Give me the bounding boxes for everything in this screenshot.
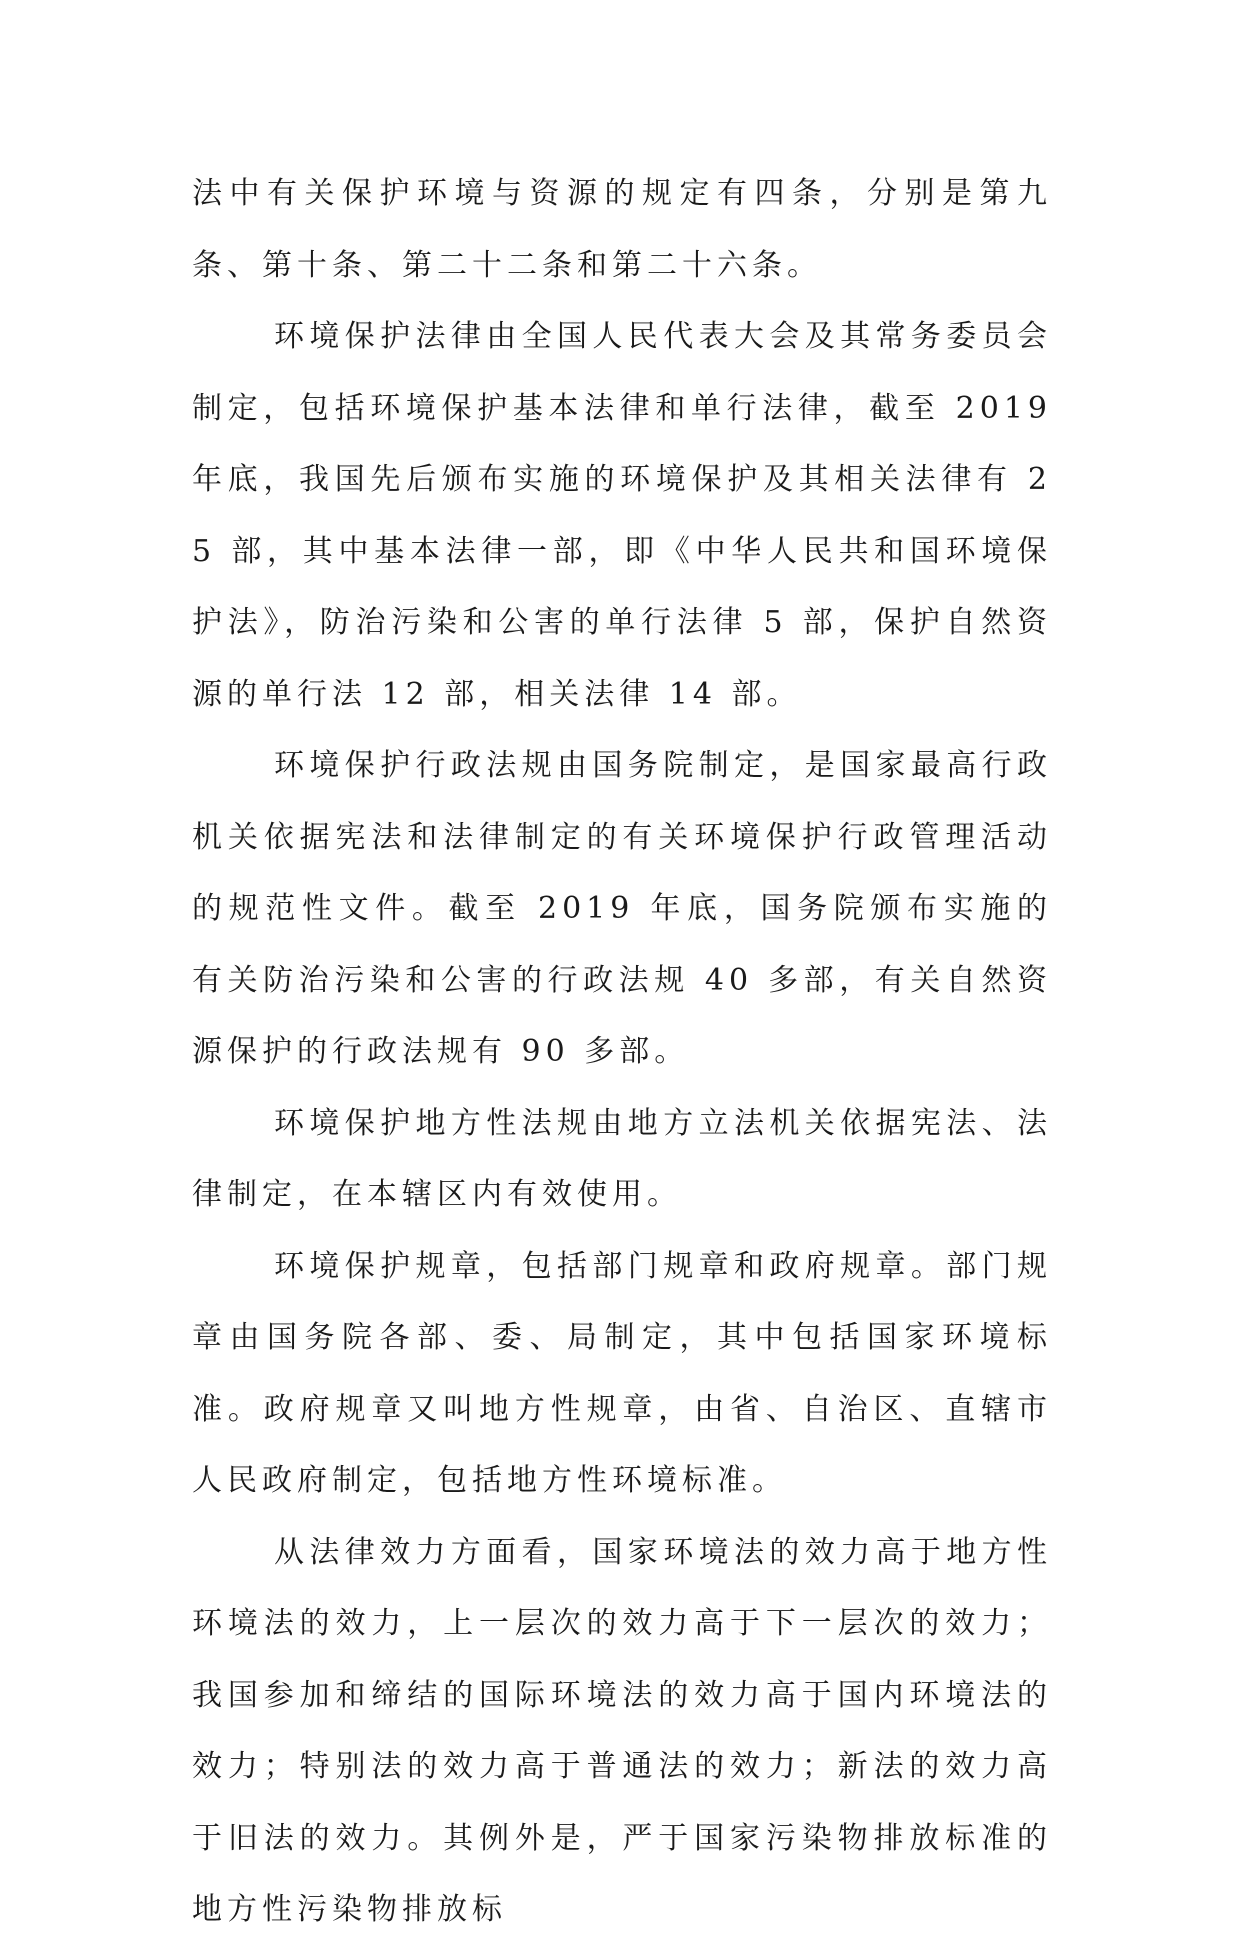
document-body: [192, 158, 1052, 1946]
paragraph-continuation: 法中有关保护环境与资源的规定有四条，分别是第九条、第十条、第二十二条和第二十六条。: [192, 176, 1052, 283]
paragraph-rules: 环境保护规章，包括部门规章和政府规章。部门规章由国务院各部、委、局制定，其中包括国家环境标准。政府规章又叫地方性规章，由省、自治区、直辖市人民政府制定，包括地方性环境标准。: [192, 1248, 1052, 1498]
paragraph-local-regulations: 环境保护地方性法规由地方立法机关依据宪法、法律制定，在本辖区内有效使用。: [192, 1105, 1052, 1212]
paragraph-administrative-regulations: 环境保护行政法规由国务院制定，是国家最高行政机关依据宪法和法律制定的有关环境保护行政管理活动的规范性文件。截至 2019 年底，国务院颁布实施的有关防治污染和公害的行政法规 40 多部，有关自然资源保护的行政法规有 90 多部。: [192, 748, 1052, 1069]
paragraph-legal-effect: 从法律效力方面看，国家环境法的效力高于地方性环境法的效力，上一层次的效力高于下一层次的效力；我国参加和缔结的国际环境法的效力高于国内环境法的效力；特别法的效力高于普通法的效力；新法的效力高于旧法的效力。其例外是，严于国家污染物排放标准的地方性污染物排放标: [192, 1534, 1052, 1927]
paragraph-environmental-laws: 环境保护法律由全国人民代表大会及其常务委员会制定，包括环境保护基本法律和单行法律，截至 2019 年底，我国先后颁布实施的环境保护及其相关法律有 25 部，其中基本法律一部，即《中华人民共和国环境保护法》，防治污染和公害的单行法律 5 部，保护自然资源的单行法 12 部，相关法律 14 部。: [192, 319, 1052, 712]
